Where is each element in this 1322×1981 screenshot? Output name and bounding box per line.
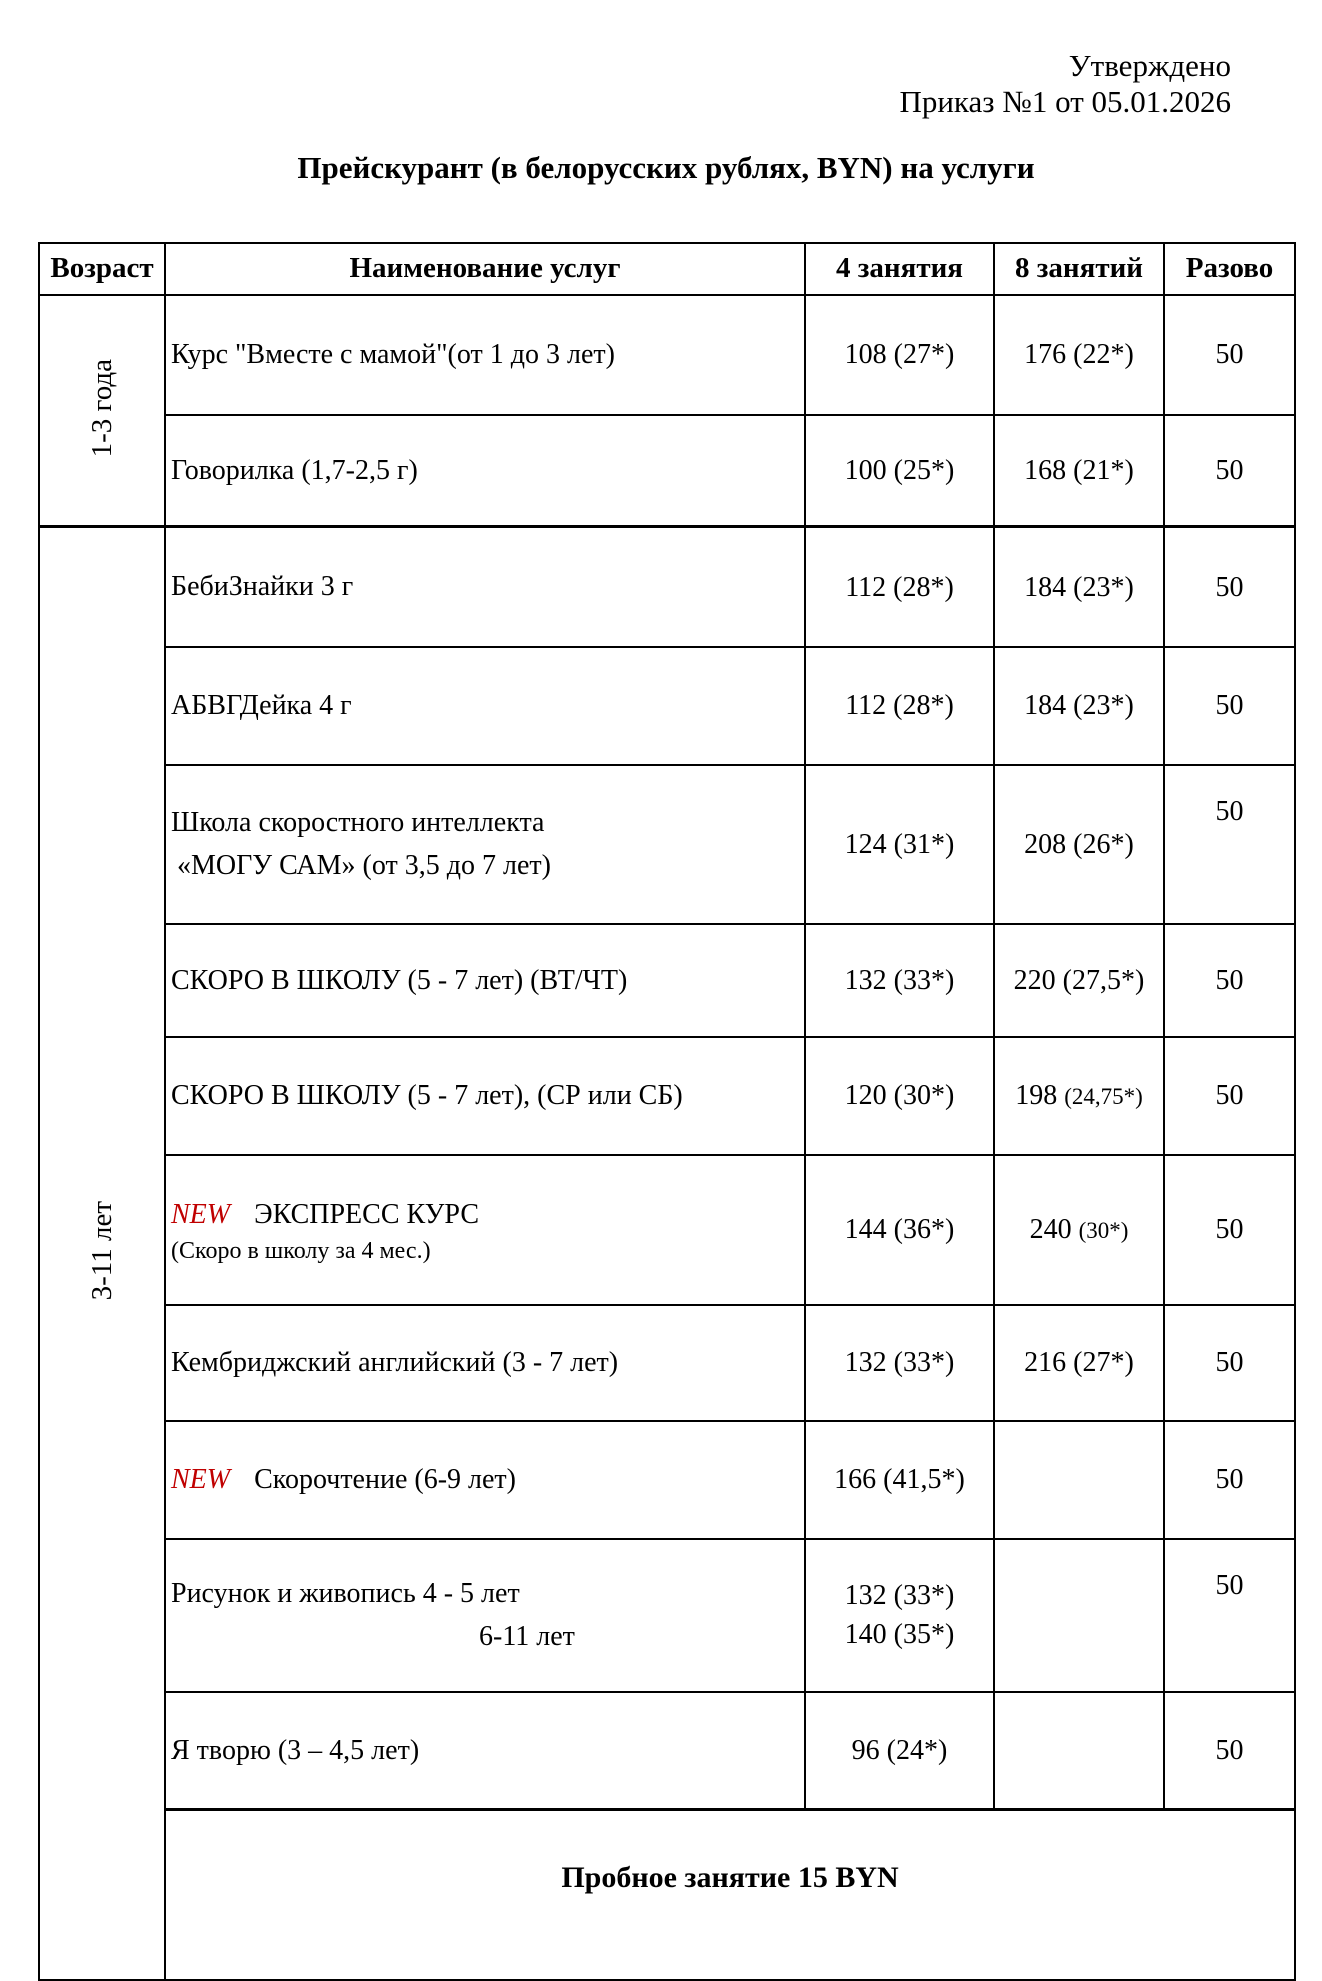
price-single: 50: [1164, 295, 1295, 415]
age-group-label: 3-11 лет: [85, 1201, 118, 1301]
service-name: БебиЗнайки 3 г: [165, 527, 805, 647]
table-row: [39, 1692, 1295, 1810]
price-single: 50: [1164, 1692, 1295, 1810]
age-group-cell-kids: [39, 527, 165, 1980]
table-row: [39, 527, 1295, 647]
service-name-text: Скорочтение (6-9 лет): [254, 1464, 516, 1496]
price-8-lessons: 208 (26*): [994, 765, 1164, 924]
service-name: [165, 1539, 805, 1692]
table-row: [39, 1539, 1295, 1692]
service-name: АБВГДейка 4 г: [165, 647, 805, 765]
price-single: 50: [1164, 1539, 1295, 1692]
service-name: СКОРО В ШКОЛУ (5 - 7 лет) (ВТ/ЧТ): [165, 924, 805, 1037]
price-8-lessons: [994, 1037, 1164, 1155]
new-badge: NEW: [171, 1198, 231, 1230]
price-8-lessons: 168 (21*): [994, 415, 1164, 527]
age-group-label: 1-3 года: [85, 358, 118, 458]
service-name-line2: 6-11 лет: [479, 1621, 575, 1653]
service-name-line1: [171, 1193, 804, 1236]
price-8-main: 198: [1015, 1080, 1058, 1112]
price-single: 50: [1164, 924, 1295, 1037]
service-name: Кембриджский английский (3 - 7 лет): [165, 1305, 805, 1421]
price-8-lessons: 184 (23*): [994, 647, 1164, 765]
price-single: 50: [1164, 415, 1295, 527]
price-single: 50: [1164, 1305, 1295, 1421]
page-title: Прейскурант (в белорусских рублях, BYN) на услуги: [297, 149, 1035, 185]
approval-line-2: Приказ №1 от 05.01.2026: [899, 83, 1231, 119]
service-name-text: ЭКСПРЕСС КУРС: [254, 1198, 480, 1230]
service-name: [165, 1155, 805, 1305]
price-single: 50: [1164, 1155, 1295, 1305]
table-row: [39, 647, 1295, 765]
table-row: [39, 765, 1295, 924]
price-8-lessons: 184 (23*): [994, 527, 1164, 647]
table-footer-row: [39, 1810, 1295, 1980]
price-8-main: 240: [1029, 1214, 1072, 1246]
header-single: Разово: [1164, 243, 1295, 295]
service-name: Я творю (3 – 4,5 лет): [165, 1692, 805, 1810]
price-8-lessons: 176 (22*): [994, 295, 1164, 415]
price-8-lessons: 220 (27,5*): [994, 924, 1164, 1037]
table-row: [39, 1305, 1295, 1421]
price-4-lessons: 132 (33*): [805, 924, 994, 1037]
header-4-lessons: 4 занятия: [805, 243, 994, 295]
service-name-line1: Школа скоростного интеллекта: [171, 807, 545, 839]
service-name-line2: «МОГУ САМ» (от 3,5 до 7 лет): [177, 850, 551, 882]
price-8-lessons: [994, 1539, 1164, 1692]
price-single: 50: [1164, 527, 1295, 647]
service-name: Говорилка (1,7-2,5 г): [165, 415, 805, 527]
price-4-lessons: 108 (27*): [805, 295, 994, 415]
price-4-lessons: [805, 1539, 994, 1692]
price-4-lessons: 132 (33*): [805, 1305, 994, 1421]
price-4-lessons: 112 (28*): [805, 527, 994, 647]
approval-note: [0, 48, 1231, 120]
price-8-lessons: 216 (27*): [994, 1305, 1164, 1421]
table-row: [39, 295, 1295, 415]
price-4-lessons: 120 (30*): [805, 1037, 994, 1155]
price-single: 50: [1164, 1421, 1295, 1539]
service-name: [165, 1421, 805, 1539]
new-badge: NEW: [171, 1464, 231, 1496]
price-8-per-lesson: (30*): [1078, 1218, 1129, 1244]
age-group-cell-toddlers: [39, 295, 165, 527]
price-8-lessons: [994, 1155, 1164, 1305]
service-name: СКОРО В ШКОЛУ (5 - 7 лет), (СР или СБ): [165, 1037, 805, 1155]
price-table: [38, 242, 1296, 1981]
price-4-lessons: 166 (41,5*): [805, 1421, 994, 1539]
price-4-line2: 140 (35*): [844, 1619, 955, 1651]
price-single: 50: [1164, 647, 1295, 765]
header-service: Наименование услуг: [165, 243, 805, 295]
price-4-lessons: 100 (25*): [805, 415, 994, 527]
price-single: 50: [1164, 765, 1295, 924]
table-row: [39, 1037, 1295, 1155]
page-title-wrap: [38, 150, 1294, 186]
price-single: 50: [1164, 1037, 1295, 1155]
price-8-per-lesson: (24,75*): [1064, 1084, 1143, 1110]
header-age: Возраст: [39, 243, 165, 295]
price-4-line1: 132 (33*): [844, 1580, 955, 1612]
service-name: Курс "Вместе с мамой"(от 1 до 3 лет): [165, 295, 805, 415]
trial-lesson-note: Пробное занятие 15 BYN: [165, 1810, 1295, 1980]
price-4-lessons: 96 (24*): [805, 1692, 994, 1810]
service-name-line2: (Скоро в школу за 4 мес.): [171, 1238, 431, 1264]
price-8-lessons: [994, 1421, 1164, 1539]
table-row: [39, 1421, 1295, 1539]
service-name: [165, 765, 805, 924]
price-4-lessons: 112 (28*): [805, 647, 994, 765]
table-row: [39, 924, 1295, 1037]
header-8-lessons: 8 занятий: [994, 243, 1164, 295]
table-row: [39, 1155, 1295, 1305]
price-4-lessons: 124 (31*): [805, 765, 994, 924]
price-8-lessons: [994, 1692, 1164, 1810]
service-name-line1: Рисунок и живопись 4 - 5 лет: [171, 1578, 520, 1610]
table-row: [39, 415, 1295, 527]
price-4-lessons: 144 (36*): [805, 1155, 994, 1305]
approval-line-1: Утверждено: [1068, 48, 1231, 83]
table-header-row: [39, 243, 1295, 295]
